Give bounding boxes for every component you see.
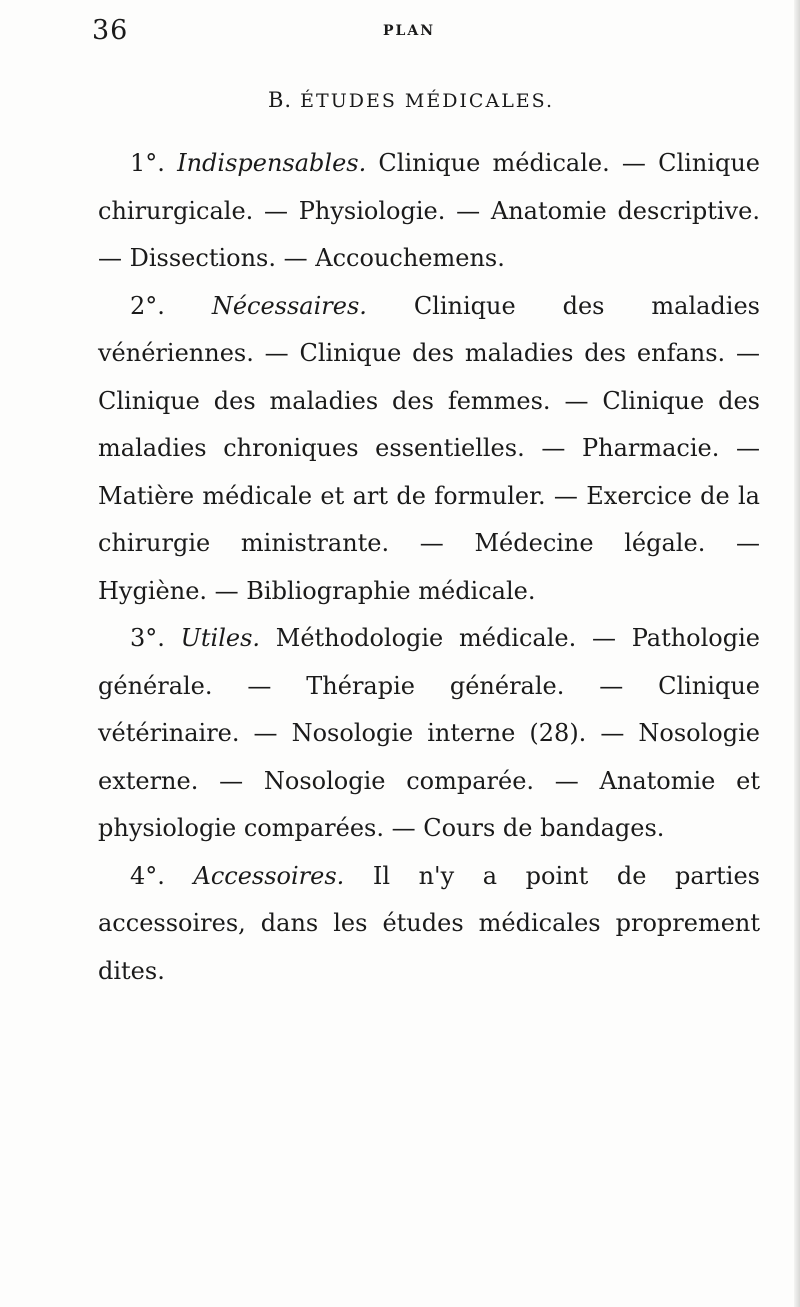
paragraph-label: Nécessaires. <box>211 291 367 320</box>
page-edge <box>794 0 800 1307</box>
paragraph-necessaires <box>98 283 760 616</box>
section-letter: B. <box>268 88 293 112</box>
paragraph-number: 1°. <box>130 149 165 177</box>
paragraph-label: Accessoires. <box>193 861 345 890</box>
paragraph-utiles <box>98 615 760 853</box>
section-heading <box>268 86 554 115</box>
paragraph-text: Méthodologie médicale. — Pathologie générale. — Thérapie générale. — Clinique vétérinaire. — Nosologie interne (28). — Nosologie externe. — Nosologie comparée. — Anatomie et physiologie comparées. — Cours de bandages. <box>98 624 760 842</box>
paragraph-number: 4°. <box>130 861 165 890</box>
paragraph-text: Clinique des maladies vénériennes. — Clinique des maladies des enfans. — Clinique des maladies des femmes. — Clinique des maladies chroniques essentielles. — Pharmacie. — Matière médicale et art de formuler. — Exercice de la chirurgie ministrante. — Médecine légale. — Hygiène. — Bibliographie médicale. <box>98 291 760 605</box>
paragraph-accessoires <box>98 853 760 996</box>
paragraph-number: 2°. <box>130 291 165 320</box>
paragraph-text: Il n'y a point de parties accessoires, dans les études médicales proprement dites. <box>98 861 760 985</box>
running-head: PLAN <box>383 23 436 39</box>
paragraph-label: Utiles. <box>180 624 261 652</box>
section-title: ÉTUDES MÉDICALES. <box>300 90 555 112</box>
page-number: 36 <box>92 15 129 46</box>
body-text <box>98 140 760 995</box>
paragraph-label: Indispensables. <box>177 149 367 177</box>
paragraph-number: 3°. <box>130 624 165 652</box>
paragraph-text: Clinique médicale. — Clinique chirurgicale. — Physiologie. — Anatomie descriptive. — Dissections. — Accouchemens. <box>98 149 760 272</box>
paragraph-indispensables <box>98 140 760 283</box>
